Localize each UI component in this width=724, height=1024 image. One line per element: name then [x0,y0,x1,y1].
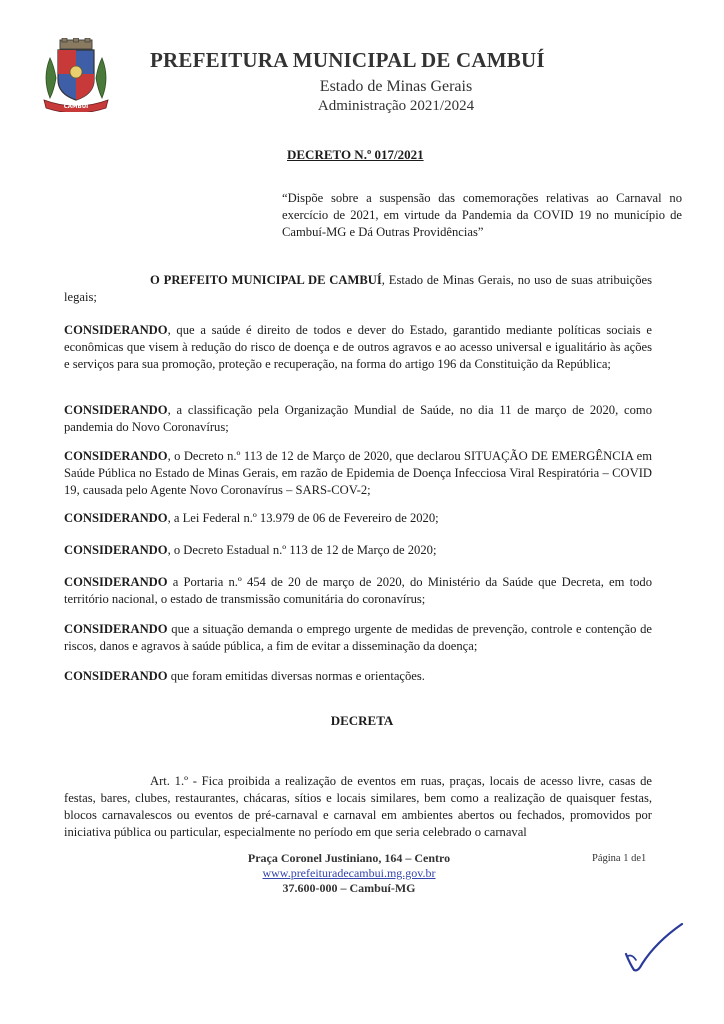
page-number: Página 1 de1 [592,853,647,864]
considerando-text: que a situação demanda o emprego urgente de medidas de prevenção, controle e contenção de riscos, danos e agravos à saúde pública, a fim de evitar a disseminação da doença; [64,622,652,653]
footer-address: Praça Coronel Justiniano, 164 – Centro [247,851,451,865]
decreta-heading: DECRETA [330,713,394,728]
preamble [64,272,652,306]
considerando-lead: CONSIDERANDO [64,511,168,525]
decree-ementa: “Dispõe sobre a suspensão das comemorações relativas ao Carnaval no exercício de 2021, em virtude da Pandemia da COVID 19 no município de Cambuí-MG e Dá Outras Providências” [282,191,682,239]
footer-website-link[interactable]: www.prefeituradecambui.mg.gov.br [262,866,436,880]
considerando-lead: CONSIDERANDO [64,543,168,557]
considerando-8 [64,668,652,685]
considerando-text: a Portaria n.º 454 de 20 de março de 2020, do Ministério da Saúde que Decreta, em todo território nacional, o estado de transmissão comunitária do coronavírus; [64,575,652,606]
signature-mark-icon [620,920,690,976]
considerando-lead: CONSIDERANDO [64,575,168,589]
header-state: Estado de Minas Gerais [319,78,473,95]
considerando-1 [64,322,652,373]
considerando-text: , que a saúde é direito de todos e dever do Estado, garantido mediante políticas sociais e econômicas que visem à redução do risco de doença e de outros agravos e ao acesso universal e igualitário às ações e serviços para sua promoção, proteção e recuperação, na forma do artigo 196 da Constituição da República; [64,323,652,371]
considerando-6 [64,574,652,608]
decree-number: DECRETO N.º 017/2021 [287,147,424,162]
considerando-lead: CONSIDERANDO [64,403,168,417]
considerando-lead: CONSIDERANDO [64,323,168,337]
considerando-3 [64,448,652,499]
considerando-text: , a Lei Federal n.º 13.979 de 06 de Fevereiro de 2020; [167,511,439,525]
article-1: Art. 1.º - Fica proibida a realização de eventos em ruas, praças, locais de acesso livre, casas de festas, bares, clubes, restaurantes, chácaras, sítios e locais similares, bem como a realização de quaisquer festas, blocos carnavalescos ou eventos de pré-carnaval e carnaval em ambientes abertos ou fechados, promovidos por iniciativa pública ou particular, especialmente no período em que seria celebrado o carnaval [64,774,652,839]
preamble-bold: O PREFEITO MUNICIPAL DE CAMBUÍ [150,273,382,287]
considerando-lead: CONSIDERANDO [64,449,168,463]
header-title: PREFEITURA MUNICIPAL DE CAMBUÍ [150,48,545,72]
considerando-4 [64,510,652,527]
svg-text:CAMBUÍ: CAMBUÍ [63,104,89,110]
footer-cep: 37.600-000 – Cambuí-MG [282,881,416,895]
considerando-text: , o Decreto Estadual n.º 113 de 12 de Março de 2020; [167,543,437,557]
considerando-2 [64,402,652,436]
considerando-5 [64,542,652,559]
considerando-lead: CONSIDERANDO [64,622,168,636]
header-administration: Administração 2021/2024 [317,98,475,114]
considerando-lead: CONSIDERANDO [64,669,168,683]
considerando-7 [64,621,652,655]
considerando-text: que foram emitidas diversas normas e orientações. [167,669,425,683]
considerando-text: , a classificação pela Organização Mundial de Saúde, no dia 11 de março de 2020, como pandemia do Novo Coronavírus; [64,403,652,434]
considerando-text: , o Decreto n.º 113 de 12 de Março de 2020, que declarou SITUAÇÃO DE EMERGÊNCIA em Saúde Pública no Estado de Minas Gerais, em razão de Epidemia de Doença Infecciosa Viral Respiratória – COVID 19, causada pelo Agente Novo Coronavírus – SARS-COV-2; [64,449,652,497]
preamble-text: , Estado de Minas Gerais, no uso de suas atribuições legais; [64,273,652,304]
